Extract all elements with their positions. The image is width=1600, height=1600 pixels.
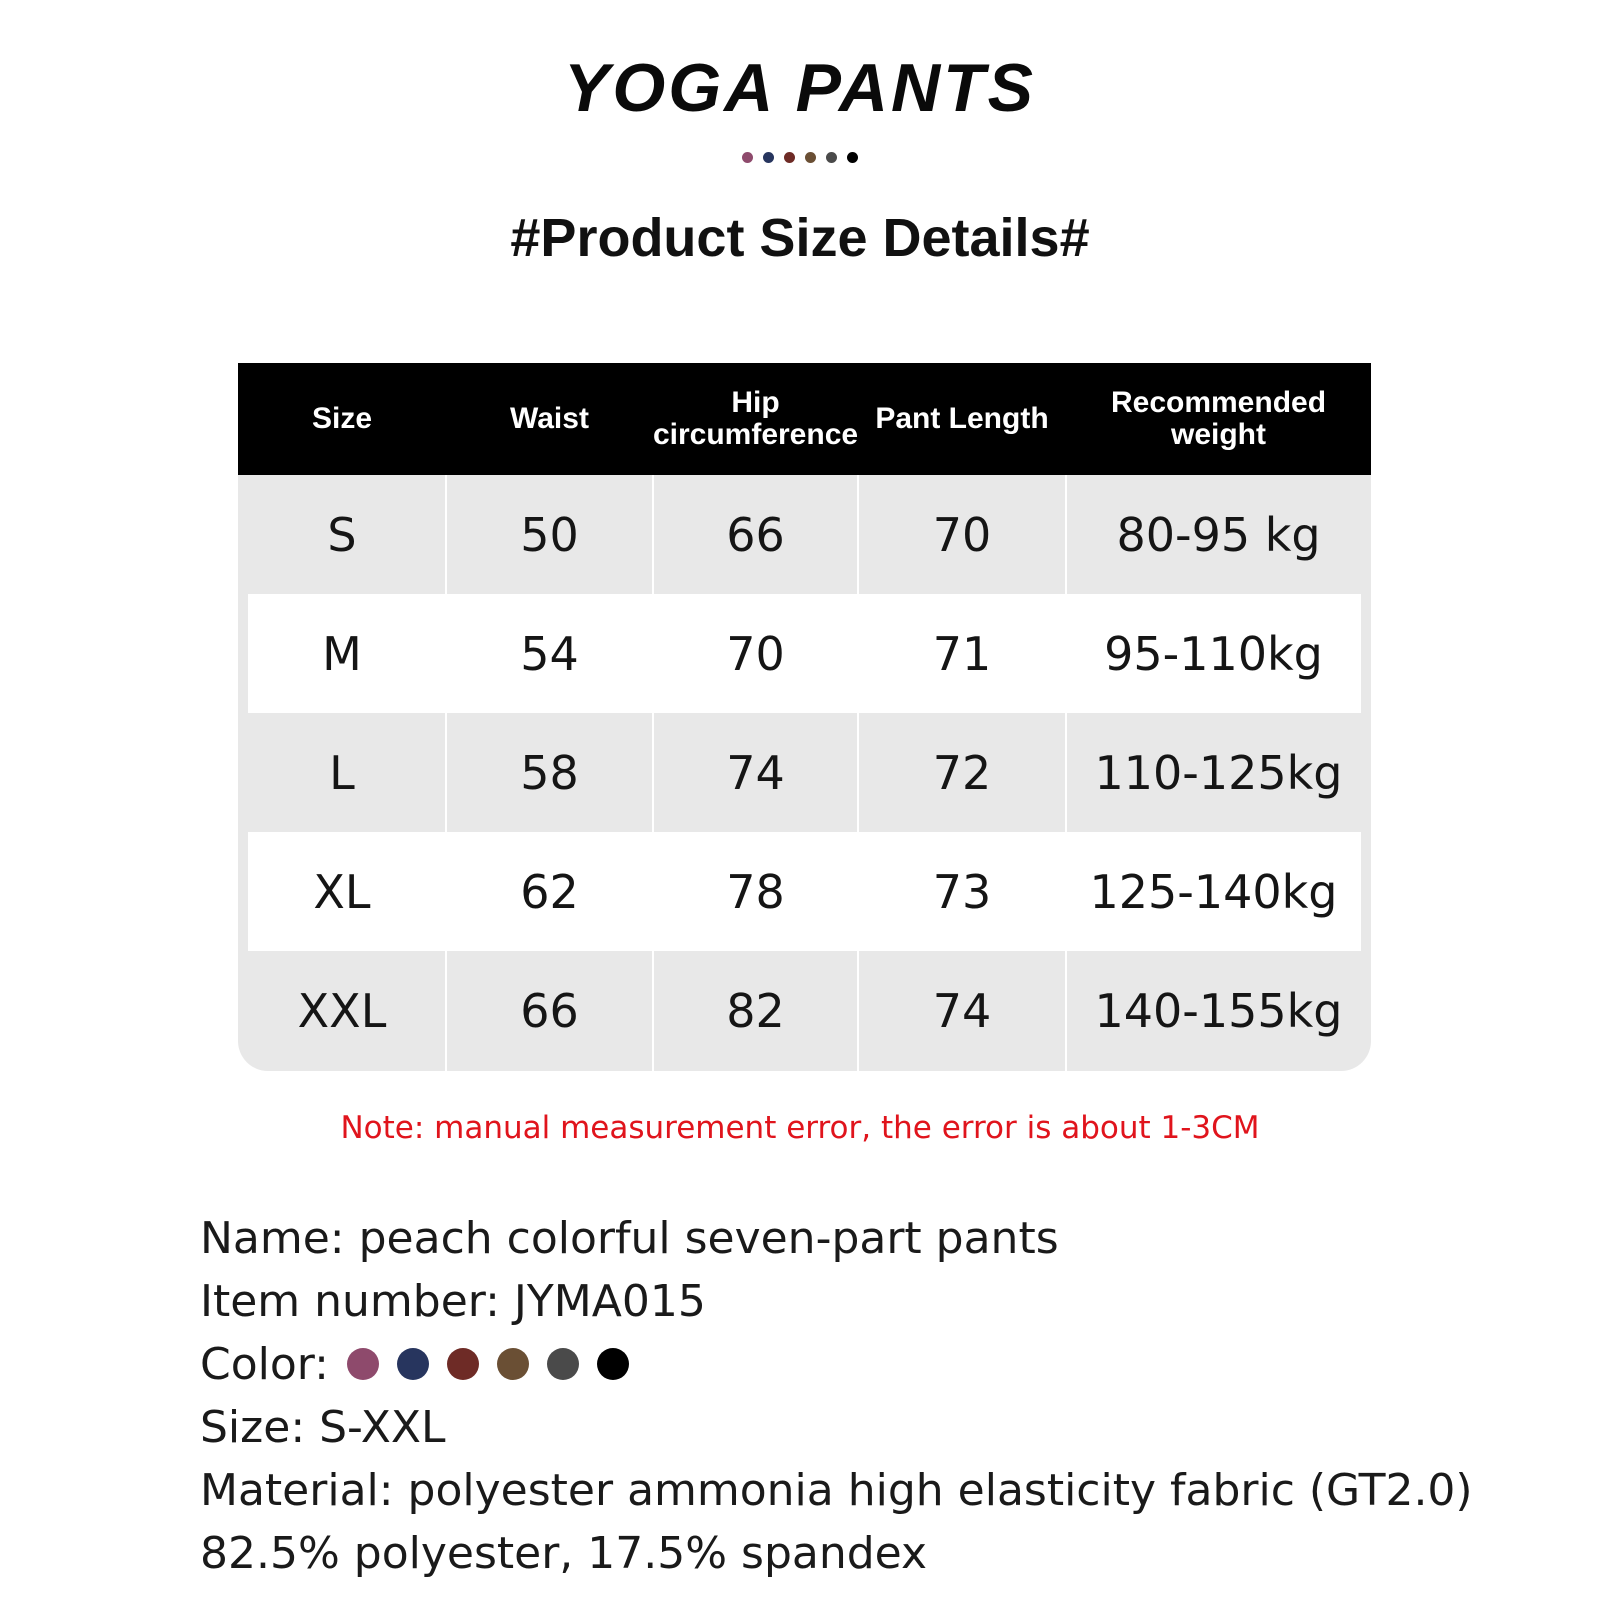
swatch-dot-6: [847, 152, 858, 163]
cell-hip: 82: [726, 983, 785, 1038]
cell-waist: 54: [520, 626, 579, 681]
cell-size: L: [329, 745, 355, 800]
material-line: Material: polyester ammonia high elasticity fabric (GT2.0): [200, 1465, 1473, 1516]
size-table: [238, 363, 1371, 1071]
cell-hip: 78: [726, 864, 785, 919]
swatch-dot-1: [742, 152, 753, 163]
cell-hip: 66: [726, 507, 785, 562]
color-label: Color:: [200, 1339, 329, 1390]
table-row: [248, 832, 1361, 951]
size-range: Size: S-XXL: [200, 1402, 446, 1453]
color-swatch-3: [447, 1348, 479, 1380]
color-line: [200, 1333, 1580, 1396]
cell-size: S: [327, 507, 357, 562]
column-header-weight: Recommended weight: [1110, 386, 1327, 451]
cell-weight: 140-155kg: [1094, 983, 1343, 1038]
column-header-hip: Hip circumference: [652, 386, 859, 451]
cell-size: M: [322, 626, 362, 681]
cell-hip: 74: [726, 745, 785, 800]
column-header-size: Size: [311, 402, 373, 435]
cell-size: XL: [313, 864, 371, 919]
swatch-dot-3: [784, 152, 795, 163]
cell-pant-length: 74: [932, 983, 992, 1038]
cell-waist: 58: [520, 745, 579, 800]
color-swatch-2: [397, 1348, 429, 1380]
swatch-dot-4: [805, 152, 816, 163]
cell-waist: 66: [520, 983, 579, 1038]
brand-title: YOGA PANTS: [563, 50, 1037, 126]
swatch-dot-2: [763, 152, 774, 163]
table-row: [248, 594, 1361, 713]
cell-waist: 62: [520, 864, 579, 919]
column-divider: [1065, 475, 1067, 1071]
cell-pant-length: 71: [932, 626, 992, 681]
product-details: [200, 1207, 1580, 1585]
cell-weight: 125-140kg: [1089, 864, 1338, 919]
cell-pant-length: 73: [932, 864, 992, 919]
cell-weight: 80-95 kg: [1116, 507, 1321, 562]
cell-waist: 50: [520, 507, 579, 562]
color-swatch-4: [497, 1348, 529, 1380]
table-header: [238, 363, 1371, 475]
item-number: Item number: JYMA015: [200, 1276, 706, 1327]
table-row: [238, 475, 1371, 594]
swatch-dot-5: [826, 152, 837, 163]
composition-line: 82.5% polyester, 17.5% spandex: [200, 1528, 927, 1579]
table-row: [238, 951, 1371, 1070]
table-row: [238, 713, 1371, 832]
product-name: Name: peach colorful seven-part pants: [200, 1213, 1059, 1264]
column-divider: [652, 475, 654, 1071]
color-swatch-6: [597, 1348, 629, 1380]
color-swatch-5: [547, 1348, 579, 1380]
cell-pant-length: 70: [932, 507, 992, 562]
column-header-waist: Waist: [510, 402, 589, 435]
cell-pant-length: 72: [932, 745, 992, 800]
column-header-pant-length: Pant Length: [875, 402, 1049, 435]
section-heading: #Product Size Details#: [510, 208, 1090, 268]
cell-weight: 95-110kg: [1104, 626, 1323, 681]
cell-hip: 70: [726, 626, 785, 681]
cell-weight: 110-125kg: [1094, 745, 1343, 800]
color-dots-decoration: [0, 152, 1600, 163]
measurement-note: Note: manual measurement error, the error is about 1-3CM: [340, 1110, 1260, 1146]
cell-size: XXL: [297, 983, 387, 1038]
color-swatch-1: [347, 1348, 379, 1380]
column-divider: [857, 475, 859, 1071]
column-divider: [445, 475, 447, 1071]
